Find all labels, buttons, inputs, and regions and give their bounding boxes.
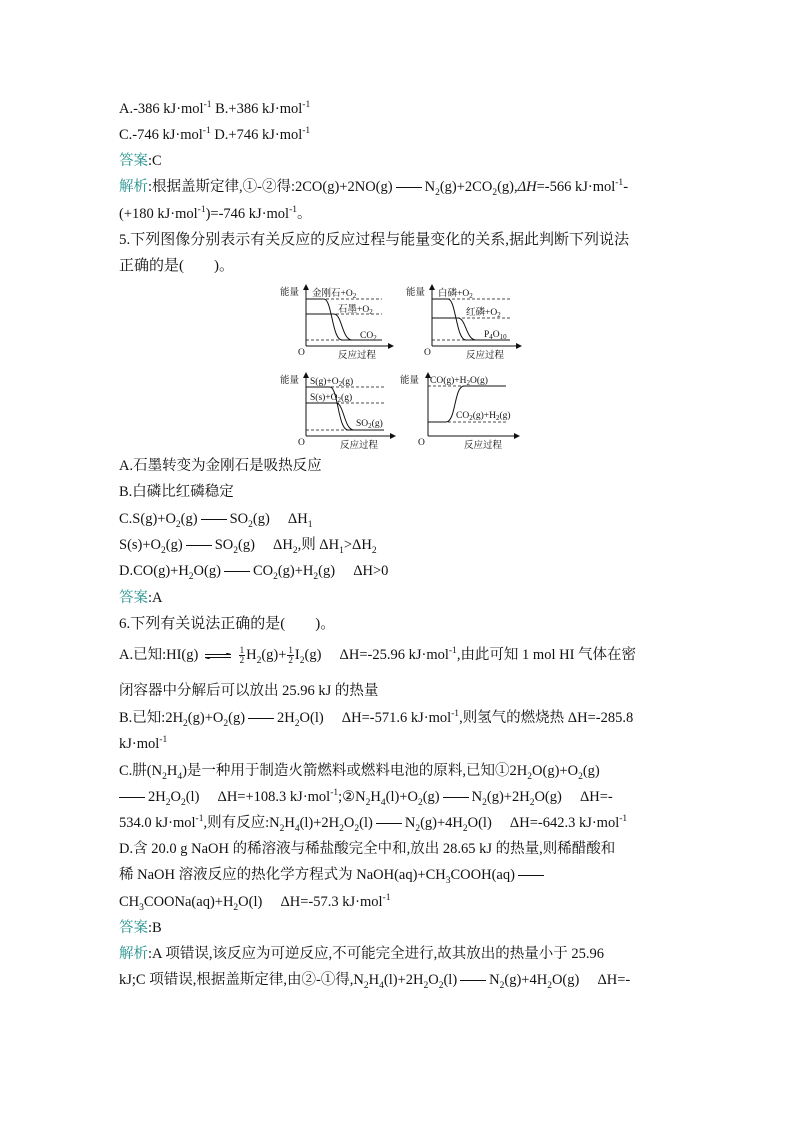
diagram-phosphorus	[404, 282, 528, 362]
q5-answer: 答案:A	[119, 590, 163, 606]
q6-option-a1: A.已知:HI(g) $\frac{1}{2}$ $H_2(g)+$ $\frac{1}{2}$ $I_2(g)$ ΔH=-25.96 kJ·mol$^{-1}$,由此可知 1 mol HI 气体在密	[119, 645, 637, 666]
origin-label: O	[424, 348, 431, 358]
q6-analysis-line2: kJ;C 项错误,根据盖斯定律,由②-①得$,N_2H_4(l)+2H_2O_2(l)$ $N_2(g)+4H_2O(g)$ ΔH=-	[119, 972, 631, 991]
reversible-arrow-icon	[205, 653, 231, 659]
x-axis-label: 反应过程	[464, 441, 503, 451]
q6-option-c3: 534.0 kJ·mol$^{-1}$,则有反应$:N_2H_4(l)+2H_2O_2(l)$ $N_2(g)+4H_2O(l)$ ΔH=-642.3 kJ·mol$^{-1}$	[119, 814, 628, 834]
d1-bottom-label: $CO_2$	[360, 331, 377, 342]
q6-option-b2: kJ·mol$^{-1}$	[119, 735, 168, 752]
origin-label: O	[418, 438, 425, 448]
q6-option-a2: 闭容器中分解后可以放出 25.96 kJ 的热量	[119, 683, 379, 699]
q5-stem-line1: 5.下列图像分别表示有关反应的反应过程与能量变化的关系,据此判断下列说法	[119, 232, 630, 248]
energy-label: 能量	[400, 376, 420, 386]
d3-mid-label: $S(s)+O_2(g)$	[310, 393, 353, 404]
q6-option-c2: $2H_2O_2(l)$ ΔH=+108.3 $kJ\cdot mol^{-1};②N_2H_4(l)+O_2(g)$ $N_2(g)+2H_2O(g)$ ΔH=-	[119, 788, 613, 806]
q4-options-cd: C.-746 kJ·mol$^{-1}$ D.+746 kJ·mol$^{-1}$	[119, 126, 311, 143]
diagram-co-water	[398, 370, 528, 452]
d2-top-label: 白磷$+O_2$	[438, 289, 473, 300]
q5-option-d: $D.CO(g)+H_2O(g)$ $CO_2(g)+H_2(g)$ ΔH>0	[119, 563, 389, 582]
d3-bottom-label: $SO_2(g)$	[356, 419, 383, 430]
q4-options-ab: A.-386 kJ·mol$^{-1}$ B.+386 kJ·mol$^{-1}$	[119, 100, 311, 117]
x-axis-label: 反应过程	[338, 351, 377, 361]
fraction-half: $\frac{1}{2}$	[239, 645, 245, 666]
q5-stem-line2: 正确的是( )。	[119, 258, 234, 274]
q4-analysis-line2: (+180 kJ·mol$^{-1}$)=-746 kJ·mol$^{-1}$。	[119, 205, 312, 222]
q5-option-c2: $S(s)+O_2(g)$ $SO_2(g)$ $\Delta H_2$,则 $\Delta H_1>\Delta H_2$	[119, 537, 377, 556]
origin-label: O	[298, 348, 305, 358]
d2-mid-label: 红磷$+O_2$	[466, 308, 501, 319]
x-axis-label: 反应过程	[340, 441, 379, 451]
q4-analysis-line1: 解析:根据盖斯定律,①-②得:2CO(g)+2NO(g) $N_2(g)+2CO_2(g),\Delta H=-566$ kJ·mol$^{-1}$-	[119, 178, 629, 198]
q6-option-b1: B.已知$:2H_2(g)+O_2(g)$ $2H_2O(l)$ ΔH=-571.6 kJ·mol$^{-1}$,则氢气的燃烧热 ΔH=-285.8	[119, 709, 634, 729]
energy-label: 能量	[280, 376, 300, 386]
d3-top-label: $S(g)+O_2(g)$	[310, 377, 354, 388]
q6-option-d2: 稀 NaOH 溶液反应的热化学方程式为 $NaOH(aq)+CH_3COOH(aq)$	[119, 866, 547, 884]
q6-option-d1: D.含 20.0 g NaOH 的稀溶液与稀盐酸完全中和,放出 28.65 kJ 的热量,则稀醋酸和	[119, 841, 616, 857]
diagram-sulfur	[278, 370, 402, 452]
x-axis-label: 反应过程	[466, 351, 505, 361]
q6-analysis-line1: 解析:A 项错误,该反应为可逆反应,不可能完全进行,故其放出的热量小于 25.96	[119, 946, 604, 962]
energy-label: 能量	[280, 288, 300, 298]
d1-top-label: 金刚石$+O_2$	[312, 289, 357, 300]
q4-answer: 答案:C	[119, 153, 162, 169]
d2-bottom-label: $P_4O_{10}$	[484, 330, 507, 341]
q6-option-c1: C.肼$(N_2H_4)$是一种用于制造火箭燃料或燃料电池的原料,已知$①2H_2O(g)+O_2(g)$	[119, 763, 600, 782]
q6-stem: 6.下列有关说法正确的是( )。	[119, 616, 336, 632]
diagram-diamond-graphite	[278, 282, 398, 362]
d1-mid-label: 石墨$+O_2$	[338, 305, 373, 316]
energy-label: 能量	[406, 288, 426, 298]
q5-option-c1: $C.S(g)+O_2(g)$ $SO_2(g)$ $\Delta H_1$	[119, 511, 313, 530]
q5-option-b: B.白磷比红磷稳定	[119, 484, 234, 500]
q6-option-d3: $CH_3COONa(aq)+H_2O(l)$ ΔH=-57.3 kJ·mol$^{-1}$	[119, 893, 391, 913]
d4-top-label: $CO(g)+H_2O(g)$	[430, 376, 488, 387]
fraction-half: $\frac{1}{2}$	[288, 645, 293, 666]
origin-label: O	[298, 438, 305, 448]
d4-bottom-label: $CO_2(g)+H_2(g)$	[456, 411, 511, 422]
q5-option-a: A.石墨转变为金刚石是吸热反应	[119, 458, 322, 474]
q6-answer: 答案:B	[119, 920, 162, 936]
